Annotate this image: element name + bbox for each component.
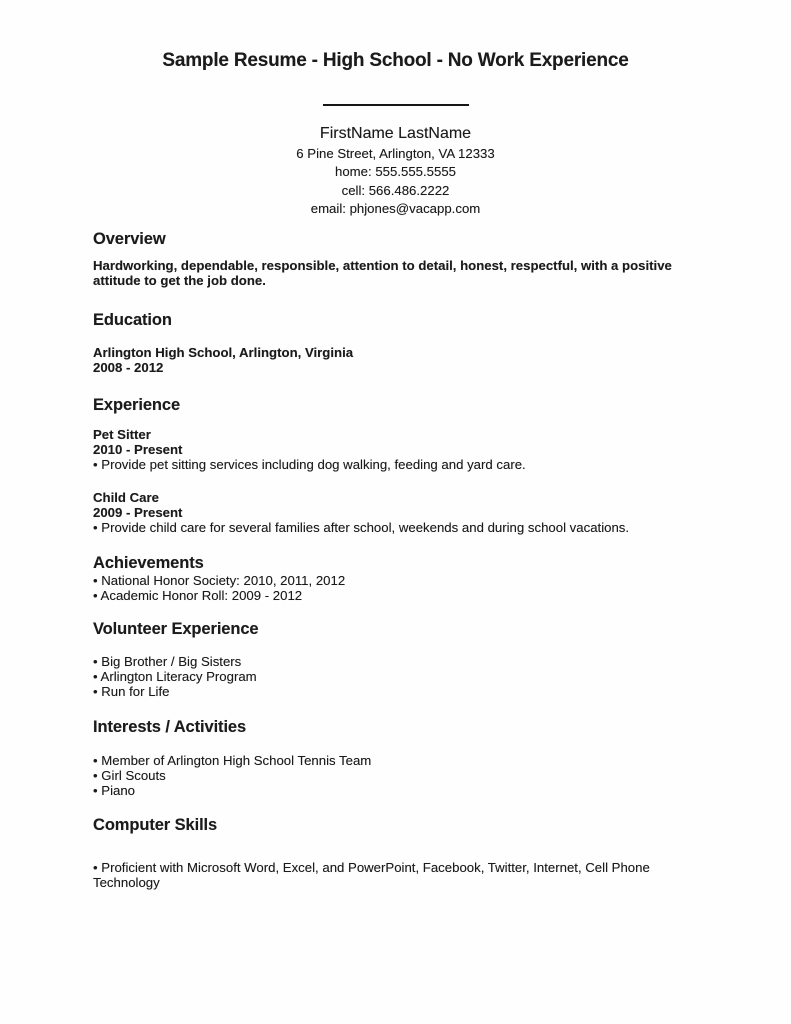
experience-entry: [93, 427, 751, 472]
job-title: Child Care: [93, 489, 159, 505]
header-divider-line: [323, 104, 469, 106]
overview-text-line: Hardworking, dependable, responsible, attention to detail, honest, respectful, with a positive: [93, 257, 672, 273]
computer-skills-line: • Proficient with Microsoft Word, Excel, and PowerPoint, Facebook, Twitter, Internet, Cell Phone: [93, 859, 650, 875]
resume-title: Sample Resume - High School - No Work Experience: [162, 50, 629, 71]
section-heading-education: Education: [93, 310, 172, 329]
education-school: Arlington High School, Arlington, Virginia: [93, 344, 354, 360]
interest-item: • Piano: [93, 782, 136, 798]
job-bullet: • Provide pet sitting services including dog walking, feeding and yard care.: [93, 456, 526, 472]
contact-cell-phone: cell: 566.486.2222: [341, 182, 450, 198]
volunteer-item: • Run for Life: [93, 683, 170, 699]
interests-list: [93, 753, 751, 798]
job-dates: 2009 - Present: [93, 504, 183, 520]
job-dates: 2010 - Present: [93, 441, 183, 457]
achievements-list: [93, 573, 751, 603]
contact-block: [0, 124, 791, 219]
resume-body: [0, 230, 791, 890]
contact-address: 6 Pine Street, Arlington, VA 12333: [296, 146, 495, 161]
experience-entry: [93, 490, 751, 535]
volunteer-item: • Big Brother / Big Sisters: [93, 653, 242, 669]
volunteer-item: • Arlington Literacy Program: [93, 668, 257, 684]
section-heading-overview: Overview: [93, 229, 166, 248]
job-bullet: • Provide child care for several families after school, weekends and during school vacations.: [93, 519, 630, 535]
section-heading-computer-skills: Computer Skills: [93, 815, 218, 834]
section-heading-interests-activities: Interests / Activities: [93, 717, 247, 736]
education-years: 2008 - 2012: [93, 359, 164, 375]
overview-text-line: attitude to get the job done.: [93, 272, 266, 288]
achievement-item: • Academic Honor Roll: 2009 - 2012: [93, 587, 303, 603]
interest-item: • Member of Arlington High School Tennis Team: [93, 752, 372, 768]
education-entry: [93, 345, 751, 375]
computer-skills-line: Technology: [93, 874, 160, 890]
volunteer-list: [93, 654, 751, 699]
contact-email: email: phjones@vacapp.com: [310, 201, 481, 217]
section-heading-volunteer-experience: Volunteer Experience: [93, 619, 259, 638]
section-heading-achievements: Achievements: [93, 553, 204, 572]
section-heading-experience: Experience: [93, 395, 181, 414]
overview-paragraph: [93, 258, 751, 288]
achievement-item: • National Honor Society: 2010, 2011, 2012: [93, 572, 346, 588]
interest-item: • Girl Scouts: [93, 767, 166, 783]
computer-skills-paragraph: [93, 860, 751, 890]
contact-home-phone: home: 555.555.5555: [335, 164, 456, 180]
job-title: Pet Sitter: [93, 426, 151, 442]
contact-name: FirstName LastName: [319, 125, 472, 142]
